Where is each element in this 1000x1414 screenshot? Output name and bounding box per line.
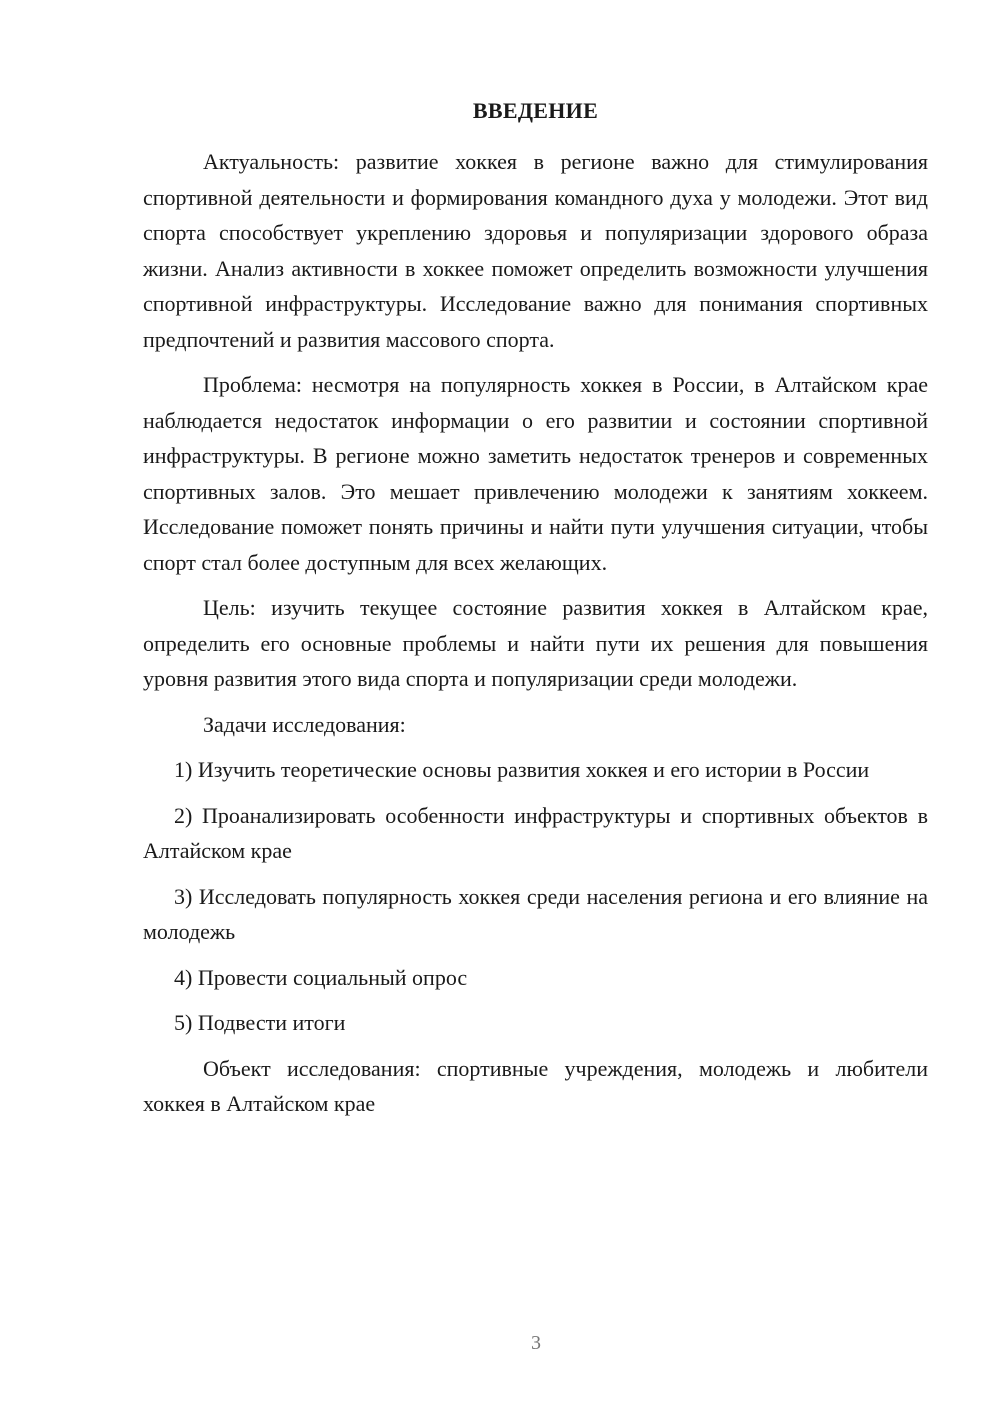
page-number: 3: [531, 1332, 541, 1354]
problem-paragraph: Проблема: несмотря на популярность хоккея в России, в Алтайском крае наблюдается недостаток информации о его развитии и состоянии спортивной инфраструктуры. В регионе можно заметить недостаток тренеров и современных спортивных залов. Это мешает привлечению молодежи к занятиям хоккеем. Исследование поможет понять причины и найти пути улучшения ситуации, чтобы спорт стал более доступным для всех желающих.: [143, 372, 928, 575]
relevance-paragraph: Актуальность: развитие хоккея в регионе важно для стимулирования спортивной деятельности и формирования командного духа у молодежи. Этот вид спорта способствует укреплению здоровья и популяризации здорового образа жизни. Анализ активности в хоккее поможет определить возможности улучшения спортивной инфраструктуры. Исследование важно для понимания спортивных предпочтений и развития массового спорта.: [143, 149, 928, 352]
object-paragraph: Объект исследования: спортивные учреждения, молодежь и любители хоккея в Алтайском крае: [143, 1055, 928, 1116]
tasks-heading: Задачи исследования:: [203, 711, 406, 737]
task-item-5: 5) Подвести итоги: [174, 1010, 346, 1035]
task-item-4: 4) Провести социальный опрос: [174, 964, 468, 990]
goal-paragraph: Цель: изучить текущее состояние развития хоккея в Алтайском крае, определить его основные проблемы и найти пути их решения для повышения уровня развития этого вида спорта и популяризации среди молодежи.: [143, 595, 928, 691]
task-item-2: 2) Проанализировать особенности инфраструктуры и спортивных объектов в Алтайском крае: [143, 802, 928, 863]
task-item-3: 3) Исследовать популярность хоккея среди населения региона и его влияние на молодежь: [143, 883, 928, 944]
task-item-1: 1) Изучить теоретические основы развития хоккея и его истории в России: [174, 757, 870, 782]
document-page: [143, 96, 928, 1132]
page-title: ВВЕДЕНИЕ: [472, 98, 599, 123]
